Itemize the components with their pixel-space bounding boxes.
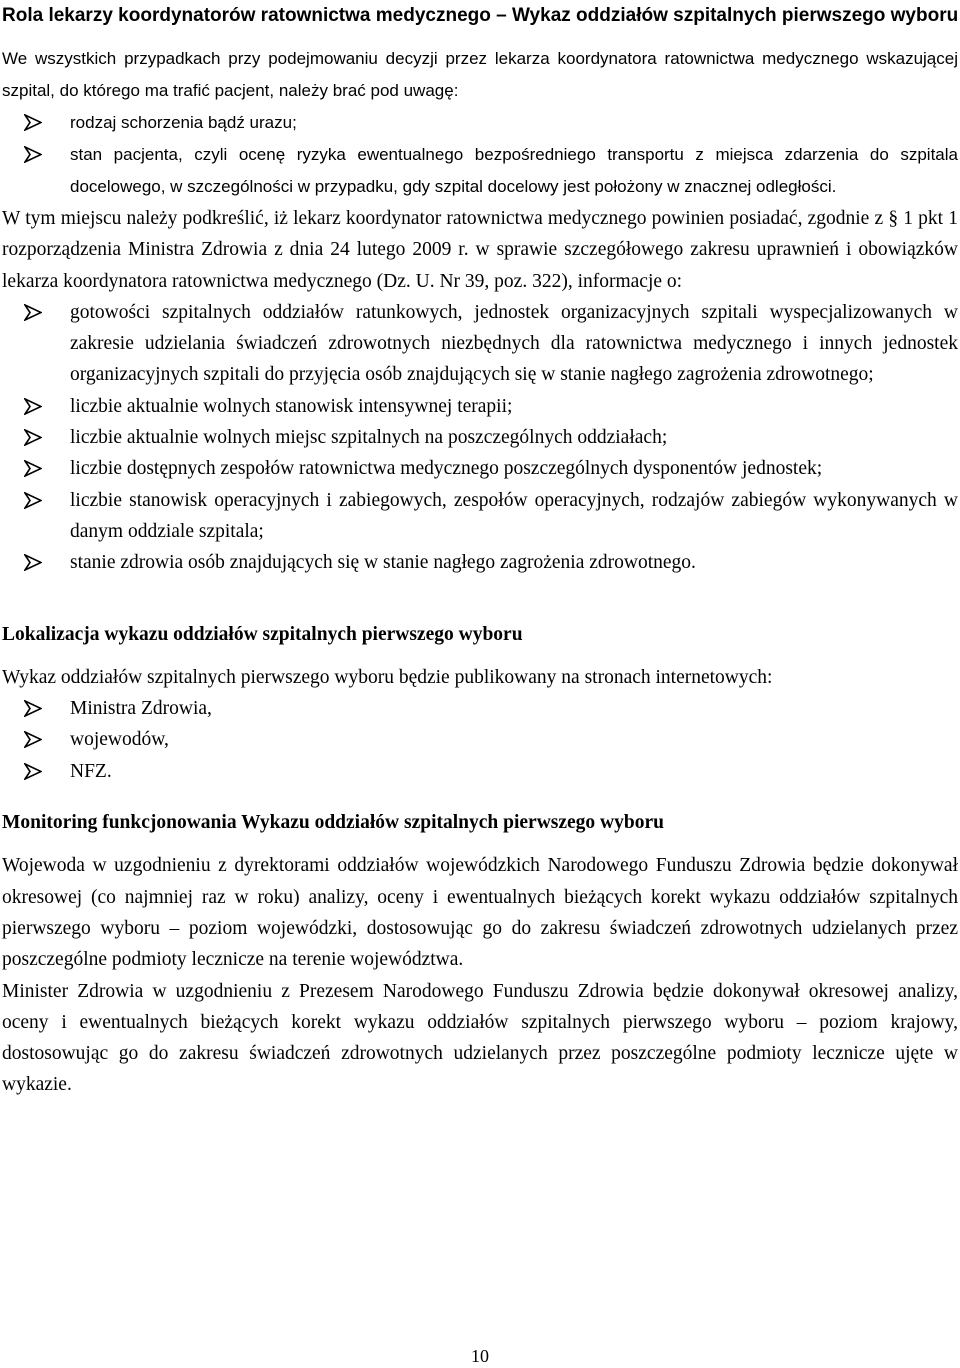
arrowhead-bullet-icon <box>24 554 42 571</box>
list-item: liczbie dostępnych zespołów ratownictwa medycznego poszczególnych dysponentów jednostek; <box>2 453 958 484</box>
list-item: gotowości szpitalnych oddziałów ratunkowych, jednostek organizacyjnych szpitali wyspecjalizowanych w zakresie udzielania świadczeń zdrowotnych niezbędnych dla ratownictwa medycznego i innych jednostek organizacyjnych szpitali do przyjęcia osób znajdujących się w stanie nagłego zagrożenia zdrowotnego; <box>2 297 958 391</box>
publication-list <box>2 693 958 787</box>
list-item: Ministra Zdrowia, <box>2 693 958 724</box>
arrowhead-bullet-icon <box>24 700 42 717</box>
arrowhead-bullet-icon <box>24 492 42 509</box>
list-item: stan pacjenta, czyli ocenę ryzyka ewentualnego bezpośredniego transportu z miejsca zdarzenia do szpitala docelowego, w szczególności w przypadku, gdy szpital docelowy jest położony w znacznej odległości. <box>2 139 958 203</box>
arrowhead-bullet-icon <box>24 763 42 780</box>
list-item: stanie zdrowia osób znajdujących się w stanie nagłego zagrożenia zdrowotnego. <box>2 547 958 578</box>
section-title-lokalizacja: Lokalizacja wykazu oddziałów szpitalnych pierwszego wyboru <box>2 623 523 645</box>
list-item: liczbie stanowisk operacyjnych i zabiegowych, zespołów operacyjnych, rodzajów zabiegów wykonywanych w danym oddziale szpitala; <box>2 485 958 548</box>
obligations-paragraph: W tym miejscu należy podkreślić, iż lekarz koordynator ratownictwa medycznego powinien posiadać, zgodnie z § 1 pkt 1 rozporządzenia Ministra Zdrowia z dnia 24 lutego 2009 r. w sprawie szczegółowego zakresu uprawnień i obowiązków lekarza koordynatora ratownictwa medycznego (Dz. U. Nr 39, poz. 322), informacje o: <box>2 208 958 292</box>
arrowhead-bullet-icon <box>24 304 42 321</box>
page-number: 10 <box>471 1346 489 1366</box>
minister-paragraph: Minister Zdrowia w uzgodnieniu z Prezesem Narodowego Funduszu Zdrowia będzie dokonywał okresowej analizy, oceny i ewentualnych bieżących korekt wykazu oddziałów szpitalnych pierwszego wyboru – poziom krajowy, dostosowując go do zakresu świadczeń zdrowotnych udzielanych przez poszczególne podmioty lecznicze ujęte w wykazie. <box>2 980 958 1096</box>
publication-paragraph: Wykaz oddziałów szpitalnych pierwszego wyboru będzie publikowany na stronach internetowych: <box>2 666 773 688</box>
wojewoda-paragraph: Wojewoda w uzgodnieniu z dyrektorami oddziałów wojewódzkich Narodowego Funduszu Zdrowia będzie dokonywał okresowej (co najmniej raz w roku) analizy, oceny i ewentualnych bieżących korekt wykazu oddziałów szpitalnych pierwszego wyboru – poziom wojewódzki, dostosowując go do zakresu świadczeń zdrowotnych udzielanych przez poszczególne podmioty lecznicze na terenie województwa. <box>2 855 958 971</box>
arrowhead-bullet-icon <box>24 114 42 131</box>
list-item: liczbie aktualnie wolnych stanowisk intensywnej terapii; <box>2 391 958 422</box>
intro-paragraph: We wszystkich przypadkach przy podejmowaniu decyzji przez lekarza koordynatora ratownictwa medycznego wskazującej szpital, do którego ma trafić pacjent, należy brać pod uwagę: <box>2 49 958 100</box>
arrowhead-bullet-icon <box>24 146 42 163</box>
arrowhead-bullet-icon <box>24 460 42 477</box>
information-list <box>2 297 958 579</box>
arrowhead-bullet-icon <box>24 429 42 446</box>
list-item: wojewodów, <box>2 724 958 755</box>
arrowhead-bullet-icon <box>24 398 42 415</box>
arrowhead-bullet-icon <box>24 731 42 748</box>
criteria-list <box>2 107 960 203</box>
list-item: liczbie aktualnie wolnych miejsc szpitalnych na poszczególnych oddziałach; <box>2 422 958 453</box>
list-item: NFZ. <box>2 756 958 787</box>
section-title-monitoring: Monitoring funkcjonowania Wykazu oddziałów szpitalnych pierwszego wyboru <box>2 812 664 834</box>
section-title-rola-lekarzy: Rola lekarzy koordynatorów ratownictwa medycznego – Wykaz oddziałów szpitalnych pierwszego wyboru <box>2 5 959 26</box>
list-item: rodzaj schorzenia bądź urazu; <box>2 107 958 139</box>
